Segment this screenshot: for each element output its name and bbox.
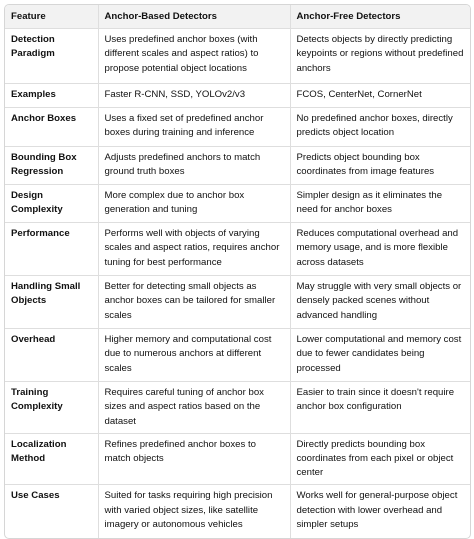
anchor-free-cell: Reduces computational overhead and memory usage, and is more flexible across datasets	[290, 223, 470, 276]
header-anchor-based: Anchor-Based Detectors	[98, 5, 290, 29]
feature-cell: Training Complexity	[5, 382, 98, 434]
table-row	[5, 147, 470, 185]
header-row	[5, 5, 470, 29]
anchor-based-cell: Requires careful tuning of anchor box sizes and aspect ratios based on the dataset	[98, 382, 290, 434]
feature-cell: Examples	[5, 84, 98, 108]
feature-cell: Detection Paradigm	[5, 29, 98, 84]
table-row	[5, 329, 470, 382]
feature-cell: Anchor Boxes	[5, 108, 98, 147]
header-feature: Feature	[5, 5, 98, 29]
table-row	[5, 84, 470, 108]
anchor-free-cell: Predicts object bounding box coordinates from image features	[290, 147, 470, 185]
anchor-based-cell: Refines predefined anchor boxes to match objects	[98, 433, 290, 485]
comparison-table	[5, 5, 470, 538]
anchor-based-cell: Uses a fixed set of predefined anchor boxes during training and inference	[98, 108, 290, 147]
feature-cell: Handling Small Objects	[5, 276, 98, 329]
anchor-based-cell: Uses predefined anchor boxes (with different scales and aspect ratios) to propose potential object locations	[98, 29, 290, 84]
table-body	[5, 29, 470, 538]
table-row	[5, 433, 470, 485]
anchor-based-cell: Better for detecting small objects as anchor boxes can be tailored for smaller scales	[98, 276, 290, 329]
table-row	[5, 185, 470, 223]
anchor-free-cell: Works well for general-purpose object detection with lower overhead and simpler setups	[296, 490, 458, 530]
table-row	[5, 276, 470, 329]
table-row	[5, 29, 470, 84]
anchor-free-cell: Lower computational and memory cost due to fewer candidates being processed	[290, 329, 470, 382]
feature-cell: Overhead	[5, 329, 98, 382]
feature-cell: Design Complexity	[5, 185, 98, 223]
table-header	[5, 5, 470, 29]
feature-cell: Performance	[5, 223, 98, 276]
anchor-free-cell: Detects objects by directly predicting keypoints or regions without predefined anchors	[290, 29, 470, 84]
anchor-based-cell: Performs well with objects of varying scales and aspect ratios, requires anchor tuning for best performance	[98, 223, 290, 276]
feature-cell: Bounding Box Regression	[5, 147, 98, 185]
anchor-free-cell: FCOS, CenterNet, CornerNet	[290, 84, 470, 108]
anchor-based-cell: Faster R-CNN, SSD, YOLOv2/v3	[98, 84, 290, 108]
anchor-based-cell: Adjusts predefined anchors to match ground truth boxes	[98, 147, 290, 185]
anchor-free-cell: May struggle with very small objects or densely packed scenes without advanced handling	[290, 276, 470, 329]
table-row	[5, 485, 470, 538]
anchor-based-cell: Higher memory and computational cost due to numerous anchors at different scales	[98, 329, 290, 382]
anchor-based-cell: More complex due to anchor box generation and tuning	[98, 185, 290, 223]
anchor-free-cell: Easier to train since it doesn't require anchor box configuration	[290, 382, 470, 434]
anchor-free-cell: Simpler design as it eliminates the need for anchor boxes	[290, 185, 470, 223]
anchor-based-cell: Suited for tasks requiring high precision with varied object sizes, like satellite imagery or autonomous vehicles	[98, 485, 290, 538]
table-row	[5, 382, 470, 434]
anchor-free-cell: Directly predicts bounding box coordinates from each pixel or object center	[290, 433, 470, 485]
feature-cell: Localization Method	[5, 433, 98, 485]
header-anchor-free: Anchor-Free Detectors	[290, 5, 470, 29]
anchor-free-cell: No predefined anchor boxes, directly predicts object location	[290, 108, 470, 147]
feature-cell: Use Cases	[5, 485, 98, 538]
table-row	[5, 108, 470, 147]
comparison-table-container	[4, 4, 471, 539]
table-row	[5, 223, 470, 276]
